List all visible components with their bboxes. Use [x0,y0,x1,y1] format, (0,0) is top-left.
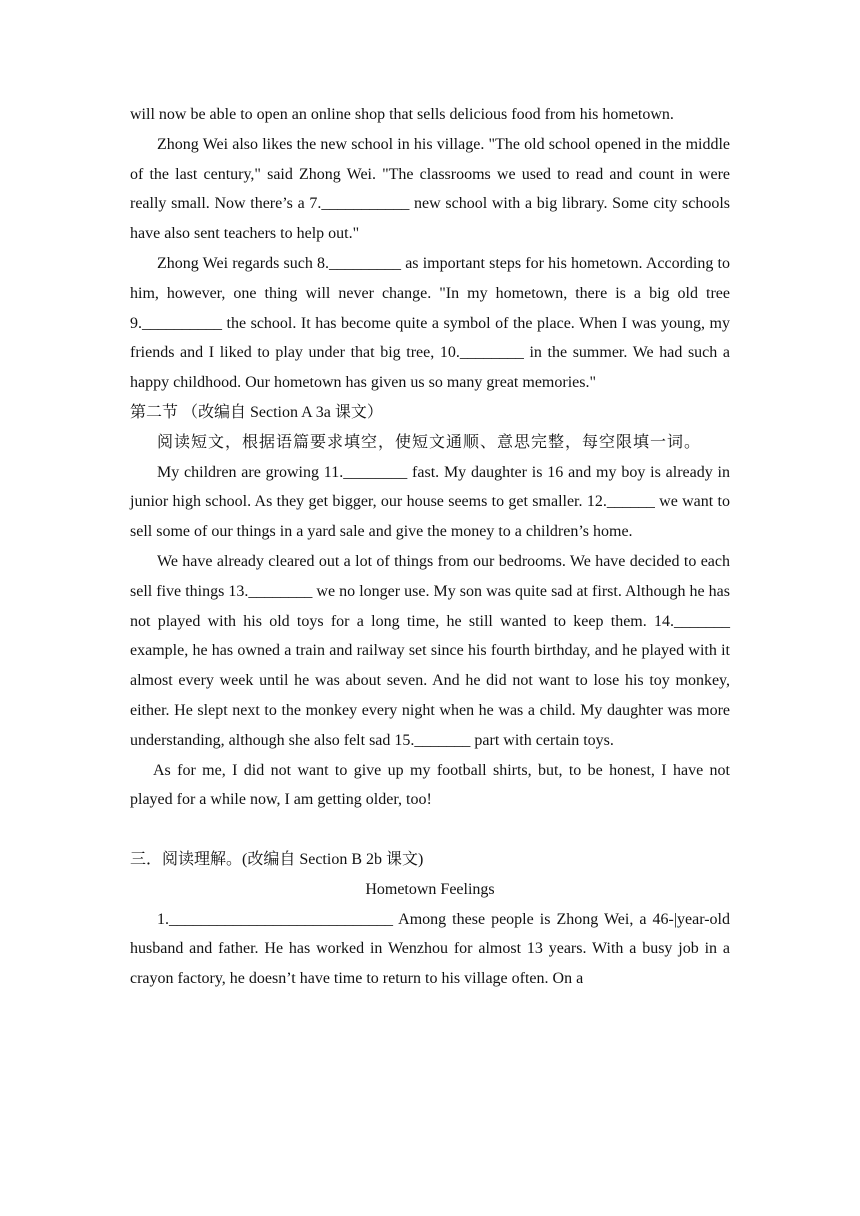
paragraph-new-school: Zhong Wei also likes the new school in his village. "The old school opened in the middle of the last century," said Zhong Wei. "The classrooms we used to read and count in were really small. Now there’s a 7.___________ new school with a big library. Some city schools have also sent teachers to help out." [130,135,730,243]
paragraph-shop: will now be able to open an online shop that sells delicious food from his hometown. [130,106,674,123]
section-3-heading: 三．阅读理解。(改编自 Section B 2b 课文) [130,850,424,868]
blank-line [130,815,730,845]
section-2-heading: 第二节 （改编自 Section A 3a 课文） [130,403,383,421]
passage-title: Hometown Feelings [365,880,495,898]
paragraph-children-growing: My children are growing 11.________ fast. My daughter is 16 and my boy is already in junior high school. As they get bigger, our house seems to get smaller. 12.______ we want to sell some of our things in a yard sale and give the money to a children’s home. [130,463,730,541]
section-2-instruction: 阅读短文，根据语篇要求填空，使短文通顺、意思完整，每空限填一词。 [157,433,702,451]
paragraph-hometown-steps: Zhong Wei regards such 8._________ as important steps for his hometown. According to him, however, one thing will never change. "In my hometown, there is a big old tree 9.__________ the school. It has become quite a symbol of the place. When I was young, my friends and I liked to play under that big tree, 10.________ in the summer. We had such a happy childhood. Our hometown has given us so many great memories." [130,254,730,392]
paragraph-football-shirts: As for me, I did not want to give up my football shirts, but, to be honest, I have not played for a while now, I am getting older, too! [130,761,730,809]
paragraph-zhong-wei-intro: 1.____________________________ Among these people is Zhong Wei, a 46-|year-old husband and father. He has worked in Wenzhou for almost 13 years. With a busy job in a crayon factory, he doesn’t have time to return to his village often. On a [130,910,730,988]
paragraph-clearing-things: We have already cleared out a lot of things from our bedrooms. We have decided to each sell five things 13.________ we no longer use. My son was quite sad at first. Although he has not played with his old toys for a long time, he still wanted to keep them. 14._______ example, he has owned a train and railway set since his fourth birthday, and he played with it almost every week until he was about seven. And he did not want to lose his toy monkey, either. He slept next to the monkey every night when he was a child. My daughter was more understanding, although she also felt sad 15._______ part with certain toys. [130,552,730,749]
document-page [130,100,730,994]
